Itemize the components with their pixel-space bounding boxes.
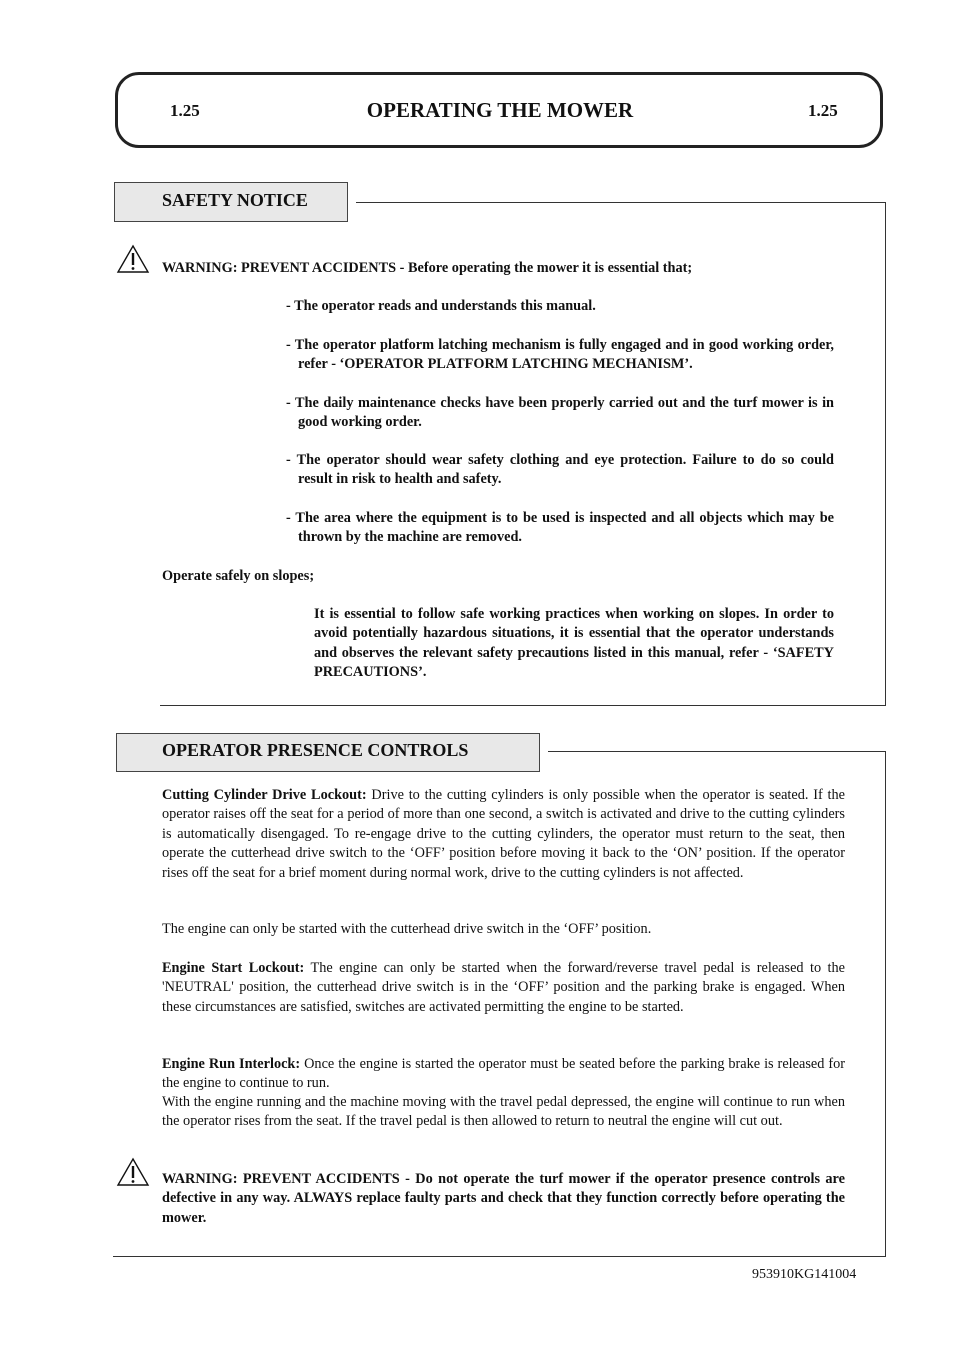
safety-item: - The daily maintenance checks have been properly carried out and the turf mower is in good working order. — [286, 395, 834, 431]
engine-start-note: The engine can only be started with the cutterhead drive switch in the ‘OFF’ position. — [162, 921, 652, 937]
engine-run-interlock-paragraph — [162, 1055, 845, 1094]
divider-line — [160, 705, 886, 706]
engine-start-lockout-paragraph — [162, 959, 845, 1017]
presence-warning-text: WARNING: PREVENT ACCIDENTS - Do not operate the turf mower if the operator presence controls are defective in any way. ALWAYS replace faulty parts and check that they function correctly before operating the mower. — [162, 1171, 845, 1226]
divider-line — [885, 202, 886, 706]
divider-line — [113, 1256, 886, 1257]
safety-item: - The operator reads and understands this manual. — [286, 298, 596, 314]
slopes-text: It is essential to follow safe working practices when working on slopes. In order to avoid potentially hazardous situations, it is essential that the operator understands and observes the relevant safety precautions listed in this manual, refer - ‘SAFETY PRECAUTIONS’. — [314, 606, 834, 681]
section-number-right: 1.25 — [808, 101, 838, 120]
safety-item: - The operator should wear safety clothing and eye protection. Failure to do so could result in risk to health and safety. — [286, 452, 834, 488]
paragraph-title: Engine Start Lockout: — [162, 960, 305, 976]
safety-item: - The area where the equipment is to be used is inspected and all objects which may be thrown by the machine are removed. — [286, 510, 834, 546]
paragraph-title: Engine Run Interlock: — [162, 1056, 301, 1072]
paragraph-body: Once the engine is started the operator must be seated before the parking brake is released for the engine to continue to run. — [162, 1056, 845, 1092]
warning-triangle-icon — [116, 1157, 150, 1187]
safety-notice-heading: SAFETY NOTICE — [162, 190, 308, 210]
slopes-heading: Operate safely on slopes; — [162, 568, 315, 584]
paragraph-body: The engine can only be started when the forward/reverse travel pedal is released to the 'NEUTRAL' position, the cutterhead drive switch is in the ‘OFF’ position and the parking brake is engaged. When these circumstances are satisfied, switches are activated permitting the engine to be started. — [162, 960, 846, 1015]
document-code: 953910KG141004 — [752, 1267, 857, 1282]
divider-line — [548, 751, 886, 752]
paragraph-body: Drive to the cutting cylinders is only possible when the operator is seated. If the operator raises off the seat for a period of more than one second, a switch is activated and drive to the cutting cylinders is automatically disengaged. To re-engage drive to the cutting cylinders, the operator must return to the seat, then operate the cutterhead drive switch to the ‘OFF’ position before moving it back to the ‘ON’ position. If the operator rises off the seat for a brief moment during normal work, drive to the cutting cylinders is not affected. — [162, 787, 845, 881]
section-number-left: 1.25 — [170, 101, 200, 120]
engine-running-paragraph: With the engine running and the machine moving with the travel pedal depressed, the engine will continue to run when the operator rises from the seat. If the travel pedal is then allowed to return to neutral the engine will cut out. — [162, 1094, 845, 1130]
paragraph-title: Cutting Cylinder Drive Lockout: — [162, 787, 367, 803]
presence-heading: OPERATOR PRESENCE CONTROLS — [162, 740, 469, 760]
page-title: OPERATING THE MOWER — [366, 98, 634, 122]
safety-warning-text: WARNING: PREVENT ACCIDENTS - Before operating the mower it is essential that; — [162, 260, 693, 276]
divider-line — [885, 751, 886, 1256]
warning-triangle-icon — [116, 244, 150, 274]
safety-item: - The operator platform latching mechanism is fully engaged and in good working order, refer - ‘OPERATOR PLATFORM LATCHING MECHANISM’. — [286, 337, 834, 373]
divider-line — [356, 202, 886, 203]
cylinder-lockout-paragraph — [162, 786, 845, 883]
